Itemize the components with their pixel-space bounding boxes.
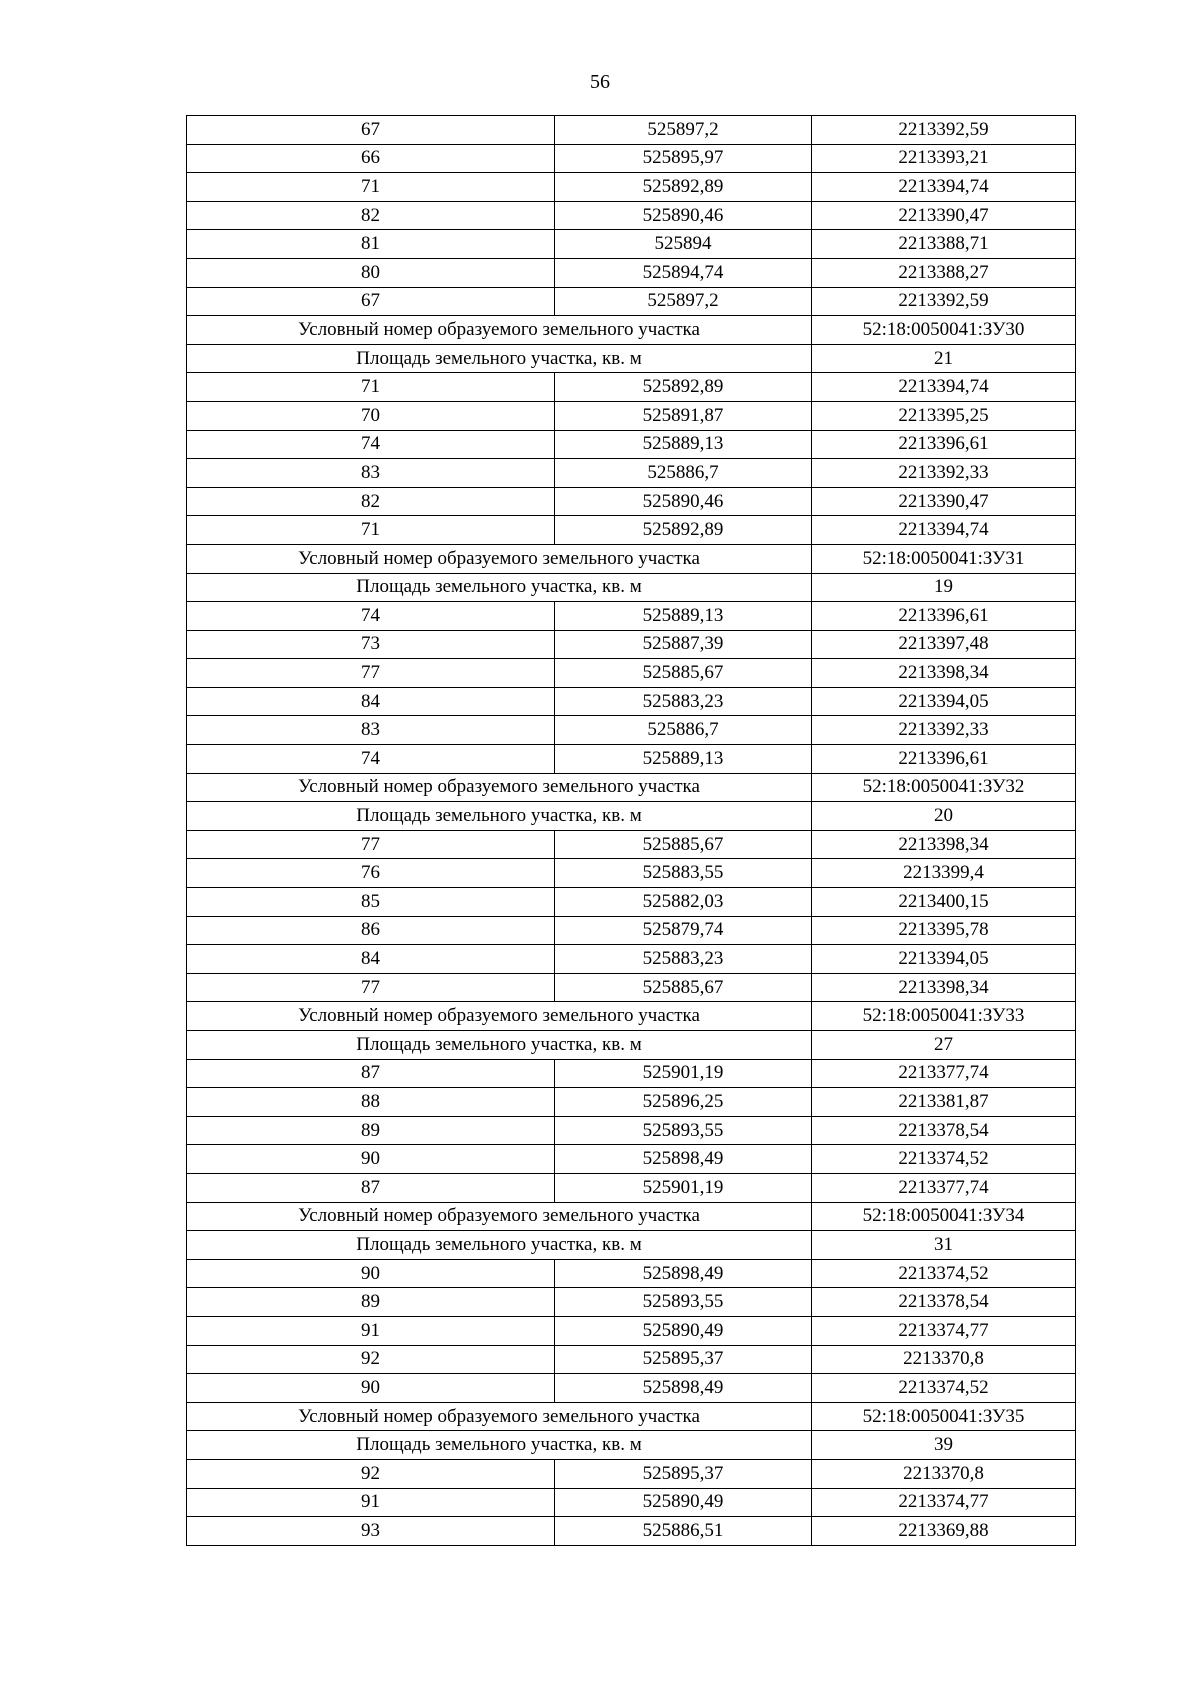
x-coordinate-cell: 525889,13 xyxy=(555,602,812,631)
x-coordinate-cell: 525879,74 xyxy=(555,916,812,945)
x-coordinate-cell: 525889,13 xyxy=(555,745,812,774)
y-coordinate-cell: 2213390,47 xyxy=(812,487,1076,516)
y-coordinate-cell: 2213370,8 xyxy=(812,1345,1076,1374)
coordinate-row xyxy=(187,830,1076,859)
coordinate-row xyxy=(187,287,1076,316)
x-coordinate-cell: 525895,37 xyxy=(555,1459,812,1488)
y-coordinate-cell: 2213377,74 xyxy=(812,1173,1076,1202)
point-number-cell: 92 xyxy=(187,1345,555,1374)
coordinate-row xyxy=(187,487,1076,516)
y-coordinate-cell: 2213392,33 xyxy=(812,716,1076,745)
x-coordinate-cell: 525898,49 xyxy=(555,1374,812,1403)
y-coordinate-cell: 2213374,77 xyxy=(812,1488,1076,1517)
coordinate-row xyxy=(187,1088,1076,1117)
point-number-cell: 81 xyxy=(187,230,555,259)
parcel-area-row xyxy=(187,573,1076,602)
point-number-cell: 86 xyxy=(187,916,555,945)
x-coordinate-cell: 525898,49 xyxy=(555,1145,812,1174)
parcel-number-row xyxy=(187,544,1076,573)
y-coordinate-cell: 2213394,74 xyxy=(812,373,1076,402)
parcel-area-row xyxy=(187,1231,1076,1260)
parcel-area-row xyxy=(187,1031,1076,1060)
y-coordinate-cell: 2213377,74 xyxy=(812,1059,1076,1088)
point-number-cell: 87 xyxy=(187,1173,555,1202)
point-number-cell: 71 xyxy=(187,516,555,545)
x-coordinate-cell: 525893,55 xyxy=(555,1288,812,1317)
x-coordinate-cell: 525886,51 xyxy=(555,1517,812,1546)
x-coordinate-cell: 525890,49 xyxy=(555,1488,812,1517)
x-coordinate-cell: 525883,55 xyxy=(555,859,812,888)
parcel-area-value: 39 xyxy=(812,1431,1076,1460)
coordinate-row xyxy=(187,973,1076,1002)
coordinate-row xyxy=(187,916,1076,945)
parcel-area-row xyxy=(187,1431,1076,1460)
point-number-cell: 70 xyxy=(187,401,555,430)
parcel-number-value: 52:18:0050041:ЗУ35 xyxy=(812,1402,1076,1431)
y-coordinate-cell: 2213388,27 xyxy=(812,258,1076,287)
y-coordinate-cell: 2213393,21 xyxy=(812,144,1076,173)
point-number-cell: 77 xyxy=(187,659,555,688)
point-number-cell: 90 xyxy=(187,1374,555,1403)
y-coordinate-cell: 2213370,8 xyxy=(812,1459,1076,1488)
coordinate-row xyxy=(187,201,1076,230)
y-coordinate-cell: 2213390,47 xyxy=(812,201,1076,230)
point-number-cell: 90 xyxy=(187,1259,555,1288)
x-coordinate-cell: 525885,67 xyxy=(555,973,812,1002)
coordinate-row xyxy=(187,1145,1076,1174)
point-number-cell: 77 xyxy=(187,830,555,859)
y-coordinate-cell: 2213399,4 xyxy=(812,859,1076,888)
coordinate-row xyxy=(187,945,1076,974)
parcel-number-label: Условный номер образуемого земельного участка xyxy=(187,316,812,345)
x-coordinate-cell: 525889,13 xyxy=(555,430,812,459)
coordinate-row xyxy=(187,1116,1076,1145)
point-number-cell: 67 xyxy=(187,287,555,316)
y-coordinate-cell: 2213394,74 xyxy=(812,173,1076,202)
page-number: 56 xyxy=(590,71,610,93)
x-coordinate-cell: 525892,89 xyxy=(555,516,812,545)
x-coordinate-cell: 525901,19 xyxy=(555,1059,812,1088)
parcel-number-value: 52:18:0050041:ЗУ30 xyxy=(812,316,1076,345)
coordinate-row xyxy=(187,401,1076,430)
parcel-area-label: Площадь земельного участка, кв. м xyxy=(187,1031,812,1060)
point-number-cell: 91 xyxy=(187,1316,555,1345)
y-coordinate-cell: 2213398,34 xyxy=(812,973,1076,1002)
y-coordinate-cell: 2213396,61 xyxy=(812,430,1076,459)
y-coordinate-cell: 2213374,77 xyxy=(812,1316,1076,1345)
point-number-cell: 84 xyxy=(187,945,555,974)
coordinate-row xyxy=(187,1488,1076,1517)
parcel-area-value: 31 xyxy=(812,1231,1076,1260)
point-number-cell: 71 xyxy=(187,373,555,402)
x-coordinate-cell: 525887,39 xyxy=(555,630,812,659)
x-coordinate-cell: 525890,49 xyxy=(555,1316,812,1345)
point-number-cell: 77 xyxy=(187,973,555,1002)
x-coordinate-cell: 525894 xyxy=(555,230,812,259)
parcel-number-row xyxy=(187,1002,1076,1031)
coordinate-row xyxy=(187,859,1076,888)
parcel-area-value: 19 xyxy=(812,573,1076,602)
parcel-number-label: Условный номер образуемого земельного участка xyxy=(187,1202,812,1231)
coordinate-row xyxy=(187,230,1076,259)
parcel-area-label: Площадь земельного участка, кв. м xyxy=(187,1431,812,1460)
coordinates-table xyxy=(186,115,1076,1546)
point-number-cell: 85 xyxy=(187,888,555,917)
coordinate-row xyxy=(187,258,1076,287)
x-coordinate-cell: 525890,46 xyxy=(555,201,812,230)
y-coordinate-cell: 2213392,33 xyxy=(812,459,1076,488)
point-number-cell: 87 xyxy=(187,1059,555,1088)
x-coordinate-cell: 525883,23 xyxy=(555,945,812,974)
x-coordinate-cell: 525896,25 xyxy=(555,1088,812,1117)
y-coordinate-cell: 2213394,74 xyxy=(812,516,1076,545)
y-coordinate-cell: 2213395,78 xyxy=(812,916,1076,945)
point-number-cell: 74 xyxy=(187,602,555,631)
x-coordinate-cell: 525886,7 xyxy=(555,459,812,488)
coordinate-row xyxy=(187,516,1076,545)
point-number-cell: 88 xyxy=(187,1088,555,1117)
x-coordinate-cell: 525892,89 xyxy=(555,173,812,202)
coordinate-row xyxy=(187,687,1076,716)
coordinate-row xyxy=(187,1059,1076,1088)
parcel-area-value: 21 xyxy=(812,344,1076,373)
point-number-cell: 74 xyxy=(187,745,555,774)
point-number-cell: 89 xyxy=(187,1116,555,1145)
point-number-cell: 73 xyxy=(187,630,555,659)
x-coordinate-cell: 525885,67 xyxy=(555,830,812,859)
point-number-cell: 66 xyxy=(187,144,555,173)
coordinate-row xyxy=(187,430,1076,459)
coordinates-table-body xyxy=(187,116,1076,1546)
x-coordinate-cell: 525901,19 xyxy=(555,1173,812,1202)
parcel-area-value: 20 xyxy=(812,802,1076,831)
y-coordinate-cell: 2213392,59 xyxy=(812,116,1076,145)
y-coordinate-cell: 2213388,71 xyxy=(812,230,1076,259)
point-number-cell: 90 xyxy=(187,1145,555,1174)
y-coordinate-cell: 2213396,61 xyxy=(812,745,1076,774)
coordinate-row xyxy=(187,116,1076,145)
coordinate-row xyxy=(187,173,1076,202)
point-number-cell: 92 xyxy=(187,1459,555,1488)
parcel-area-label: Площадь земельного участка, кв. м xyxy=(187,802,812,831)
coordinate-row xyxy=(187,659,1076,688)
coordinate-row xyxy=(187,888,1076,917)
coordinate-row xyxy=(187,144,1076,173)
y-coordinate-cell: 2213374,52 xyxy=(812,1374,1076,1403)
x-coordinate-cell: 525894,74 xyxy=(555,258,812,287)
parcel-number-label: Условный номер образуемого земельного участка xyxy=(187,1002,812,1031)
point-number-cell: 74 xyxy=(187,430,555,459)
x-coordinate-cell: 525890,46 xyxy=(555,487,812,516)
coordinate-row xyxy=(187,1259,1076,1288)
x-coordinate-cell: 525892,89 xyxy=(555,373,812,402)
parcel-number-label: Условный номер образуемого земельного участка xyxy=(187,544,812,573)
parcel-number-row xyxy=(187,316,1076,345)
parcel-number-value: 52:18:0050041:ЗУ31 xyxy=(812,544,1076,573)
y-coordinate-cell: 2213398,34 xyxy=(812,659,1076,688)
x-coordinate-cell: 525885,67 xyxy=(555,659,812,688)
y-coordinate-cell: 2213374,52 xyxy=(812,1145,1076,1174)
coordinate-row xyxy=(187,1288,1076,1317)
y-coordinate-cell: 2213374,52 xyxy=(812,1259,1076,1288)
point-number-cell: 83 xyxy=(187,716,555,745)
point-number-cell: 67 xyxy=(187,116,555,145)
y-coordinate-cell: 2213397,48 xyxy=(812,630,1076,659)
coordinate-row xyxy=(187,1374,1076,1403)
y-coordinate-cell: 2213378,54 xyxy=(812,1288,1076,1317)
x-coordinate-cell: 525893,55 xyxy=(555,1116,812,1145)
coordinate-row xyxy=(187,459,1076,488)
coordinate-row xyxy=(187,1316,1076,1345)
parcel-number-value: 52:18:0050041:ЗУ34 xyxy=(812,1202,1076,1231)
y-coordinate-cell: 2213392,59 xyxy=(812,287,1076,316)
parcel-area-row xyxy=(187,802,1076,831)
coordinate-row xyxy=(187,1517,1076,1546)
y-coordinate-cell: 2213400,15 xyxy=(812,888,1076,917)
y-coordinate-cell: 2213394,05 xyxy=(812,945,1076,974)
y-coordinate-cell: 2213398,34 xyxy=(812,830,1076,859)
parcel-number-row xyxy=(187,1202,1076,1231)
point-number-cell: 80 xyxy=(187,258,555,287)
x-coordinate-cell: 525895,37 xyxy=(555,1345,812,1374)
parcel-area-value: 27 xyxy=(812,1031,1076,1060)
point-number-cell: 82 xyxy=(187,201,555,230)
x-coordinate-cell: 525883,23 xyxy=(555,687,812,716)
coordinate-row xyxy=(187,1173,1076,1202)
point-number-cell: 91 xyxy=(187,1488,555,1517)
point-number-cell: 71 xyxy=(187,173,555,202)
x-coordinate-cell: 525891,87 xyxy=(555,401,812,430)
parcel-area-label: Площадь земельного участка, кв. м xyxy=(187,1231,812,1260)
coordinate-row xyxy=(187,1345,1076,1374)
point-number-cell: 83 xyxy=(187,459,555,488)
point-number-cell: 76 xyxy=(187,859,555,888)
parcel-number-row xyxy=(187,1402,1076,1431)
x-coordinate-cell: 525897,2 xyxy=(555,287,812,316)
coordinate-row xyxy=(187,602,1076,631)
coordinate-row xyxy=(187,373,1076,402)
point-number-cell: 93 xyxy=(187,1517,555,1546)
coordinate-row xyxy=(187,716,1076,745)
point-number-cell: 82 xyxy=(187,487,555,516)
coordinate-row xyxy=(187,745,1076,774)
y-coordinate-cell: 2213381,87 xyxy=(812,1088,1076,1117)
x-coordinate-cell: 525882,03 xyxy=(555,888,812,917)
parcel-area-label: Площадь земельного участка, кв. м xyxy=(187,573,812,602)
x-coordinate-cell: 525886,7 xyxy=(555,716,812,745)
y-coordinate-cell: 2213378,54 xyxy=(812,1116,1076,1145)
y-coordinate-cell: 2213396,61 xyxy=(812,602,1076,631)
parcel-number-label: Условный номер образуемого земельного участка xyxy=(187,1402,812,1431)
parcel-number-label: Условный номер образуемого земельного участка xyxy=(187,773,812,802)
parcel-number-row xyxy=(187,773,1076,802)
point-number-cell: 89 xyxy=(187,1288,555,1317)
x-coordinate-cell: 525895,97 xyxy=(555,144,812,173)
y-coordinate-cell: 2213394,05 xyxy=(812,687,1076,716)
y-coordinate-cell: 2213395,25 xyxy=(812,401,1076,430)
coordinate-row xyxy=(187,1459,1076,1488)
parcel-area-row xyxy=(187,344,1076,373)
y-coordinate-cell: 2213369,88 xyxy=(812,1517,1076,1546)
point-number-cell: 84 xyxy=(187,687,555,716)
parcel-area-label: Площадь земельного участка, кв. м xyxy=(187,344,812,373)
parcel-number-value: 52:18:0050041:ЗУ33 xyxy=(812,1002,1076,1031)
parcel-number-value: 52:18:0050041:ЗУ32 xyxy=(812,773,1076,802)
coordinate-row xyxy=(187,630,1076,659)
x-coordinate-cell: 525898,49 xyxy=(555,1259,812,1288)
x-coordinate-cell: 525897,2 xyxy=(555,116,812,145)
